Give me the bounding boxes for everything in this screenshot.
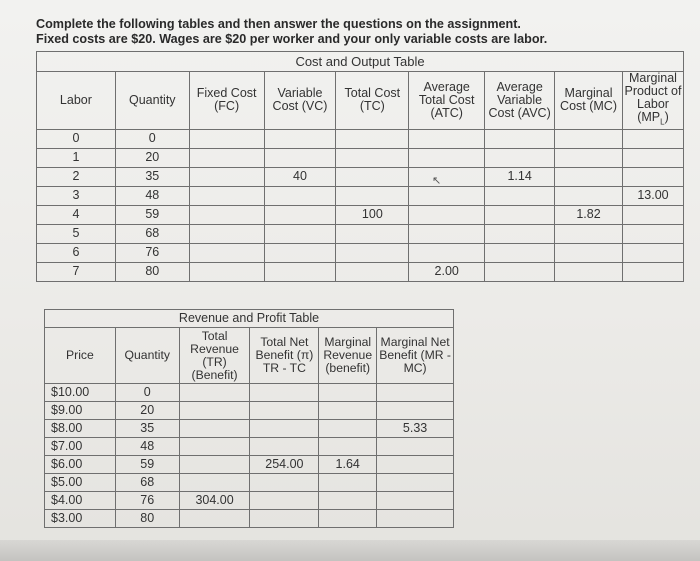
cell-total-cost[interactable] xyxy=(336,129,409,148)
cell-marginal-net-benefit[interactable] xyxy=(377,474,454,492)
cell-marginal-net-benefit[interactable] xyxy=(377,384,454,402)
cell-price[interactable]: $4.00 xyxy=(45,492,116,510)
col-header-total-revenue: Total Revenue (TR) (Benefit) xyxy=(179,328,250,384)
cell-marginal-revenue[interactable]: 1.64 xyxy=(319,456,377,474)
table-row xyxy=(37,148,684,167)
cell-mpl[interactable] xyxy=(622,167,683,186)
cell-marginal-revenue[interactable] xyxy=(319,438,377,456)
revenue-profit-table xyxy=(44,309,454,528)
mpl-subscript: L xyxy=(660,117,665,127)
cell-total-cost[interactable]: 100 xyxy=(336,205,409,224)
cell-marginal-revenue[interactable] xyxy=(319,510,377,528)
cell-marginal-revenue[interactable] xyxy=(319,420,377,438)
cell-atc[interactable] xyxy=(409,205,485,224)
revenue-table-body xyxy=(45,384,454,528)
cell-total-revenue[interactable] xyxy=(179,420,250,438)
cell-price[interactable]: $3.00 xyxy=(45,510,116,528)
cell-marginal-revenue[interactable] xyxy=(319,402,377,420)
table-row xyxy=(37,186,684,205)
cell-fixed-cost[interactable] xyxy=(189,243,264,262)
cell-quantity[interactable]: 76 xyxy=(115,492,179,510)
cell-quantity[interactable]: 68 xyxy=(115,224,189,243)
table-row xyxy=(45,510,454,528)
cell-fixed-cost[interactable] xyxy=(189,148,264,167)
cell-mpl[interactable] xyxy=(622,148,683,167)
table-row xyxy=(45,384,454,402)
cell-atc[interactable] xyxy=(409,129,485,148)
cell-variable-cost[interactable] xyxy=(264,129,336,148)
cell-total-net-benefit[interactable] xyxy=(250,402,319,420)
cell-marginal-cost[interactable] xyxy=(555,148,623,167)
cell-fixed-cost[interactable] xyxy=(189,129,264,148)
cell-labor[interactable]: 0 xyxy=(37,129,116,148)
cell-avc[interactable] xyxy=(485,224,555,243)
cell-labor[interactable]: 4 xyxy=(37,205,116,224)
col-header-marginal-cost: Marginal Cost (MC) xyxy=(555,72,623,130)
cell-total-net-benefit[interactable]: 254.00 xyxy=(250,456,319,474)
mpl-header-suffix: ) xyxy=(664,110,669,124)
cell-avc[interactable] xyxy=(485,205,555,224)
cell-total-cost[interactable] xyxy=(336,167,409,186)
col-header-marginal-revenue: Marginal Revenue (benefit) xyxy=(319,328,377,384)
cell-mpl[interactable] xyxy=(622,262,683,281)
col-header-avc: Average Variable Cost (AVC) xyxy=(485,72,555,130)
cell-quantity[interactable]: 35 xyxy=(115,420,179,438)
cell-total-net-benefit[interactable] xyxy=(250,510,319,528)
cell-price[interactable]: $9.00 xyxy=(45,402,116,420)
col-header-mpl xyxy=(622,72,683,130)
table-row xyxy=(37,167,684,186)
revenue-table-header-row xyxy=(45,328,454,384)
cell-marginal-net-benefit[interactable]: 5.33 xyxy=(377,420,454,438)
cell-fixed-cost[interactable] xyxy=(189,224,264,243)
col-header-price: Price xyxy=(45,328,116,384)
instructions-line-2: Fixed costs are $20. Wages are $20 per worker and your only variable costs are labor. xyxy=(36,32,548,46)
cell-quantity[interactable]: 80 xyxy=(115,262,189,281)
cell-total-net-benefit[interactable] xyxy=(250,474,319,492)
cell-price[interactable]: $10.00 xyxy=(45,384,116,402)
cell-total-net-benefit[interactable] xyxy=(250,438,319,456)
cell-marginal-cost[interactable] xyxy=(555,262,623,281)
table-row xyxy=(37,262,684,281)
table-row xyxy=(45,474,454,492)
cell-mpl[interactable]: 13.00 xyxy=(622,186,683,205)
mouse-cursor-icon: ↖ xyxy=(432,175,442,187)
cell-total-cost[interactable] xyxy=(336,186,409,205)
cell-variable-cost[interactable] xyxy=(264,243,336,262)
cell-price[interactable]: $6.00 xyxy=(45,456,116,474)
cell-avc[interactable] xyxy=(485,129,555,148)
cell-marginal-cost[interactable] xyxy=(555,243,623,262)
col-header-total-cost: Total Cost (TC) xyxy=(336,72,409,130)
cell-variable-cost[interactable] xyxy=(264,148,336,167)
table-row xyxy=(45,402,454,420)
cell-avc[interactable]: 1.14 xyxy=(485,167,555,186)
revenue-table-title: Revenue and Profit Table xyxy=(45,310,454,328)
cell-total-net-benefit[interactable] xyxy=(250,492,319,510)
cell-variable-cost[interactable] xyxy=(264,186,336,205)
table-row xyxy=(45,456,454,474)
cell-atc[interactable] xyxy=(409,148,485,167)
cell-labor[interactable]: 1 xyxy=(37,148,116,167)
col-header-fixed-cost: Fixed Cost (FC) xyxy=(189,72,264,130)
col-header-atc: Average Total Cost (ATC) xyxy=(409,72,485,130)
cell-labor[interactable]: 6 xyxy=(37,243,116,262)
cell-marginal-cost[interactable] xyxy=(555,224,623,243)
cell-mpl[interactable] xyxy=(622,224,683,243)
cell-marginal-cost[interactable] xyxy=(555,167,623,186)
cell-marginal-revenue[interactable] xyxy=(319,384,377,402)
cell-mpl[interactable] xyxy=(622,243,683,262)
cell-marginal-cost[interactable]: 1.82 xyxy=(555,205,623,224)
instructions xyxy=(36,17,656,47)
cell-marginal-cost[interactable] xyxy=(555,186,623,205)
table-row xyxy=(45,438,454,456)
cell-total-cost[interactable] xyxy=(336,148,409,167)
cell-total-revenue[interactable] xyxy=(179,402,250,420)
cell-atc[interactable] xyxy=(409,167,485,186)
col-header-labor: Labor xyxy=(37,72,116,130)
cell-labor[interactable]: 2 xyxy=(37,167,116,186)
cell-mpl[interactable] xyxy=(622,129,683,148)
cost-table-body xyxy=(37,129,684,281)
cell-atc[interactable] xyxy=(409,224,485,243)
cell-total-net-benefit[interactable] xyxy=(250,384,319,402)
cell-avc[interactable] xyxy=(485,262,555,281)
cell-total-revenue[interactable] xyxy=(179,510,250,528)
cell-quantity[interactable]: 68 xyxy=(115,474,179,492)
cost-output-table xyxy=(36,51,684,282)
cell-quantity[interactable]: 59 xyxy=(115,205,189,224)
cell-quantity[interactable]: 48 xyxy=(115,438,179,456)
cell-total-cost[interactable] xyxy=(336,262,409,281)
cell-marginal-net-benefit[interactable] xyxy=(377,438,454,456)
cell-total-revenue[interactable]: 304.00 xyxy=(179,492,250,510)
cell-labor[interactable]: 5 xyxy=(37,224,116,243)
table-row xyxy=(37,243,684,262)
cell-price[interactable]: $8.00 xyxy=(45,420,116,438)
cell-total-revenue[interactable] xyxy=(179,474,250,492)
cell-quantity[interactable]: 76 xyxy=(115,243,189,262)
cell-fixed-cost[interactable] xyxy=(189,186,264,205)
table-row xyxy=(45,492,454,510)
cell-avc[interactable] xyxy=(485,243,555,262)
cell-quantity[interactable]: 0 xyxy=(115,129,189,148)
cell-marginal-revenue[interactable] xyxy=(319,474,377,492)
cell-price[interactable]: $7.00 xyxy=(45,438,116,456)
cell-avc[interactable] xyxy=(485,186,555,205)
cell-marginal-cost[interactable] xyxy=(555,129,623,148)
col-header-total-net-benefit: Total Net Benefit (π) TR - TC xyxy=(250,328,319,384)
cell-quantity[interactable]: 35 xyxy=(115,167,189,186)
cell-fixed-cost[interactable] xyxy=(189,167,264,186)
col-header-quantity: Quantity xyxy=(115,72,189,130)
cell-quantity[interactable]: 0 xyxy=(115,384,179,402)
cell-marginal-net-benefit[interactable] xyxy=(377,510,454,528)
cell-quantity[interactable]: 59 xyxy=(115,456,179,474)
cell-total-revenue[interactable] xyxy=(179,384,250,402)
mpl-header-text: Marginal Product of Labor (MP xyxy=(624,71,682,124)
cell-total-revenue[interactable] xyxy=(179,438,250,456)
cell-atc[interactable]: 2.00 xyxy=(409,262,485,281)
table-row xyxy=(37,129,684,148)
cell-quantity[interactable]: 48 xyxy=(115,186,189,205)
cell-total-revenue[interactable] xyxy=(179,456,250,474)
cell-mpl[interactable] xyxy=(622,205,683,224)
col-header-rev-quantity: Quantity xyxy=(115,328,179,384)
table-row xyxy=(45,420,454,438)
cell-avc[interactable] xyxy=(485,148,555,167)
cell-total-cost[interactable] xyxy=(336,243,409,262)
col-header-variable-cost: Variable Cost (VC) xyxy=(264,72,336,130)
cell-marginal-net-benefit[interactable] xyxy=(377,402,454,420)
cost-table-title: Cost and Output Table xyxy=(37,52,684,72)
cell-total-net-benefit[interactable] xyxy=(250,420,319,438)
cell-atc[interactable] xyxy=(409,243,485,262)
cell-labor[interactable]: 3 xyxy=(37,186,116,205)
col-header-marginal-net-benefit: Marginal Net Benefit (MR - MC) xyxy=(377,328,454,384)
cell-variable-cost[interactable] xyxy=(264,205,336,224)
cell-marginal-net-benefit[interactable] xyxy=(377,492,454,510)
cell-fixed-cost[interactable] xyxy=(189,262,264,281)
cell-labor[interactable]: 7 xyxy=(37,262,116,281)
cost-table-header-row xyxy=(37,72,684,130)
cell-fixed-cost[interactable] xyxy=(189,205,264,224)
cell-atc[interactable] xyxy=(409,186,485,205)
cell-variable-cost[interactable]: 40 xyxy=(264,167,336,186)
table-row xyxy=(37,224,684,243)
instructions-line-1: Complete the following tables and then answer the questions on the assignment. xyxy=(36,17,521,31)
cell-marginal-net-benefit[interactable] xyxy=(377,456,454,474)
cell-price[interactable]: $5.00 xyxy=(45,474,116,492)
cell-total-cost[interactable] xyxy=(336,224,409,243)
table-row xyxy=(37,205,684,224)
cell-quantity[interactable]: 20 xyxy=(115,148,189,167)
cell-variable-cost[interactable] xyxy=(264,262,336,281)
cell-marginal-revenue[interactable] xyxy=(319,492,377,510)
cell-quantity[interactable]: 20 xyxy=(115,402,179,420)
cell-variable-cost[interactable] xyxy=(264,224,336,243)
photo-bottom-edge xyxy=(0,540,700,561)
cell-quantity[interactable]: 80 xyxy=(115,510,179,528)
